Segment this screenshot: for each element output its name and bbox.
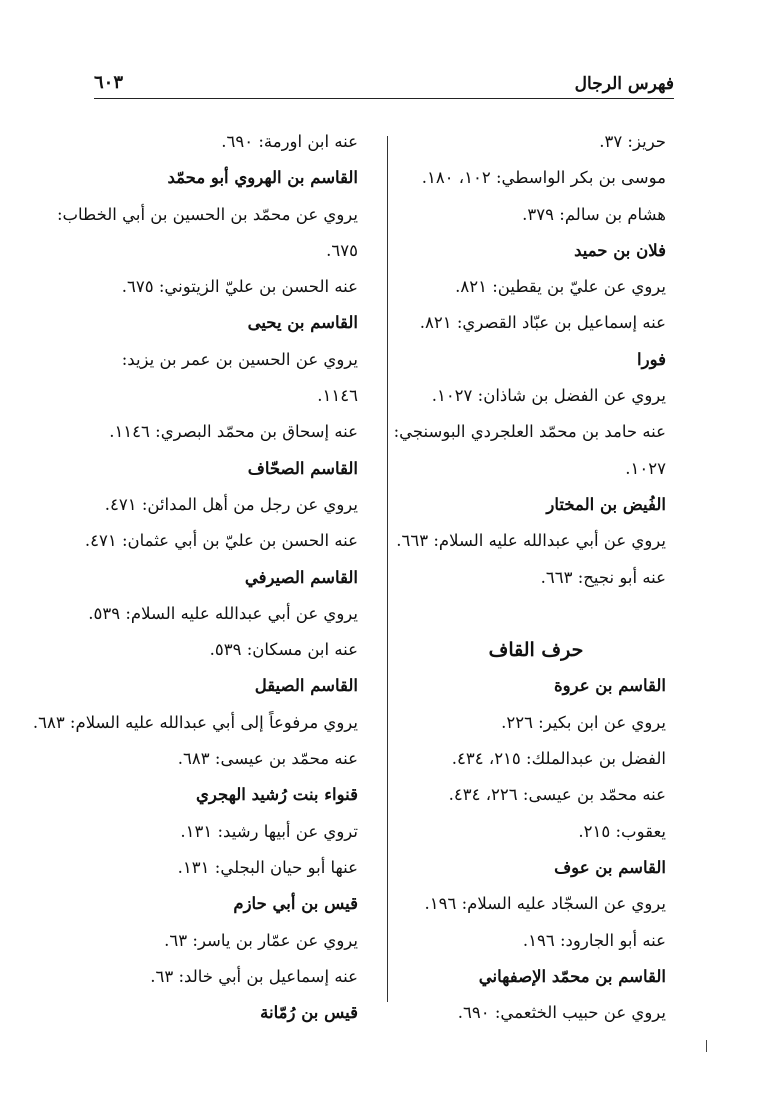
index-line: عنه أبو الجارود: ١٩٦. <box>522 930 666 950</box>
entry-name: القاسم بن عروة <box>554 676 666 696</box>
footer-mark <box>706 1040 707 1052</box>
entry-name: فورا <box>637 349 666 369</box>
index-line: هشام بن سالم: ٣٧٩. <box>522 204 666 224</box>
entry-name: قيس بن رُمّانة <box>260 1003 358 1023</box>
index-line: عنه إسماعيل بن عبّاد القصري: ٨٢١. <box>419 313 666 333</box>
blank-line <box>406 596 666 632</box>
index-line: موسى بن بكر الواسطي: ١٠٢، ١٨٠. <box>421 168 666 188</box>
entry-name: القاسم الصيرفي <box>244 567 358 587</box>
column-divider <box>387 136 388 1002</box>
running-title: فهرس الرجال <box>574 74 674 94</box>
page-number: ٦٠٣ <box>94 72 124 93</box>
entry-name: قنواء بنت رُشيد الهجري <box>195 785 358 805</box>
index-line: ٦٧٥. <box>326 240 358 260</box>
entry-name: القاسم بن يحيى <box>247 313 358 333</box>
index-line: يعقوب: ٢١٥. <box>578 821 666 841</box>
index-line: حريز: ٣٧. <box>599 132 666 151</box>
index-line: يروي عن الفضل بن شاذان: ١٠٢٧. <box>431 386 666 406</box>
index-line: يروي عن عمّار بن ياسر: ٦٣. <box>164 930 358 950</box>
index-line: عنه الحسن بن عليّ الزيتوني: ٦٧٥. <box>121 277 358 297</box>
index-line: عنه حامد بن محمّد العلجردي البوسنجي: <box>393 422 666 442</box>
index-line: يروي عن رجل من أهل المدائن: ٤٧١. <box>104 494 358 514</box>
index-line: عنه الحسن بن عليّ بن أبي عثمان: ٤٧١. <box>84 531 358 551</box>
page-header <box>94 60 674 99</box>
index-column-right <box>393 124 666 1031</box>
index-line: يروي عن السجّاد عليه السلام: ١٩٦. <box>424 894 666 914</box>
index-line: يروي عن أبي عبدالله عليه السلام: ٥٣٩. <box>88 603 358 623</box>
index-line: عنه إسحاق بن محمّد البصري: ١١٤٦. <box>109 422 358 442</box>
index-line: عنه ابن مسكان: ٥٣٩. <box>209 640 358 660</box>
entry-name: القاسم الصيقل <box>254 676 358 696</box>
index-line: يروي عن عليّ بن يقطين: ٨٢١. <box>455 277 666 297</box>
entry-name: فلان بن حميد <box>574 240 666 260</box>
index-line: يروي عن الحسين بن عمر بن يزيد: <box>121 349 358 369</box>
index-line: تروي عن أبيها رشيد: ١٣١. <box>180 821 358 841</box>
section-heading: حرف القاف <box>488 639 584 662</box>
entry-name: القاسم بن عوف <box>554 857 666 877</box>
index-column-left <box>32 124 358 1031</box>
index-line: عنه ابن اورمة: ٦٩٠. <box>221 132 358 151</box>
entry-name: الفُيض بن المختار <box>546 494 666 514</box>
index-line: ١٠٢٧. <box>625 458 666 478</box>
index-line: عنها أبو حيان البجلي: ١٣١. <box>177 857 358 877</box>
index-line: ١١٤٦. <box>317 386 358 406</box>
index-line: عنه محمّد بن عيسى: ٢٢٦، ٤٣٤. <box>448 785 666 805</box>
index-line: يروي عن حبيب الخثعمي: ٦٩٠. <box>457 1003 666 1023</box>
index-line: الفضل بن عبدالملك: ٢١٥، ٤٣٤. <box>451 749 666 769</box>
entry-name: قيس بن أبي حازم <box>233 894 358 914</box>
index-line: يروي عن أبي عبدالله عليه السلام: ٦٦٣. <box>396 531 666 551</box>
index-line: يروي عن محمّد بن الحسين بن أبي الخطاب: <box>56 204 358 224</box>
index-line: عنه محمّد بن عيسى: ٦٨٣. <box>177 749 358 769</box>
entry-name: القاسم بن محمّد الإصفهاني <box>478 966 666 986</box>
index-line: يروي عن ابن بكير: ٢٢٦. <box>501 712 666 732</box>
index-line: عنه أبو نجيح: ٦٦٣. <box>540 567 666 587</box>
index-line: عنه إسماعيل بن أبي خالد: ٦٣. <box>150 966 358 986</box>
index-line: يروي مرفوعاً إلى أبي عبدالله عليه السلام: ٦٨٣. <box>32 712 358 732</box>
entry-name: القاسم الصحّاف <box>247 458 358 478</box>
entry-name: القاسم بن الهروي أبو محمّد <box>167 168 358 188</box>
